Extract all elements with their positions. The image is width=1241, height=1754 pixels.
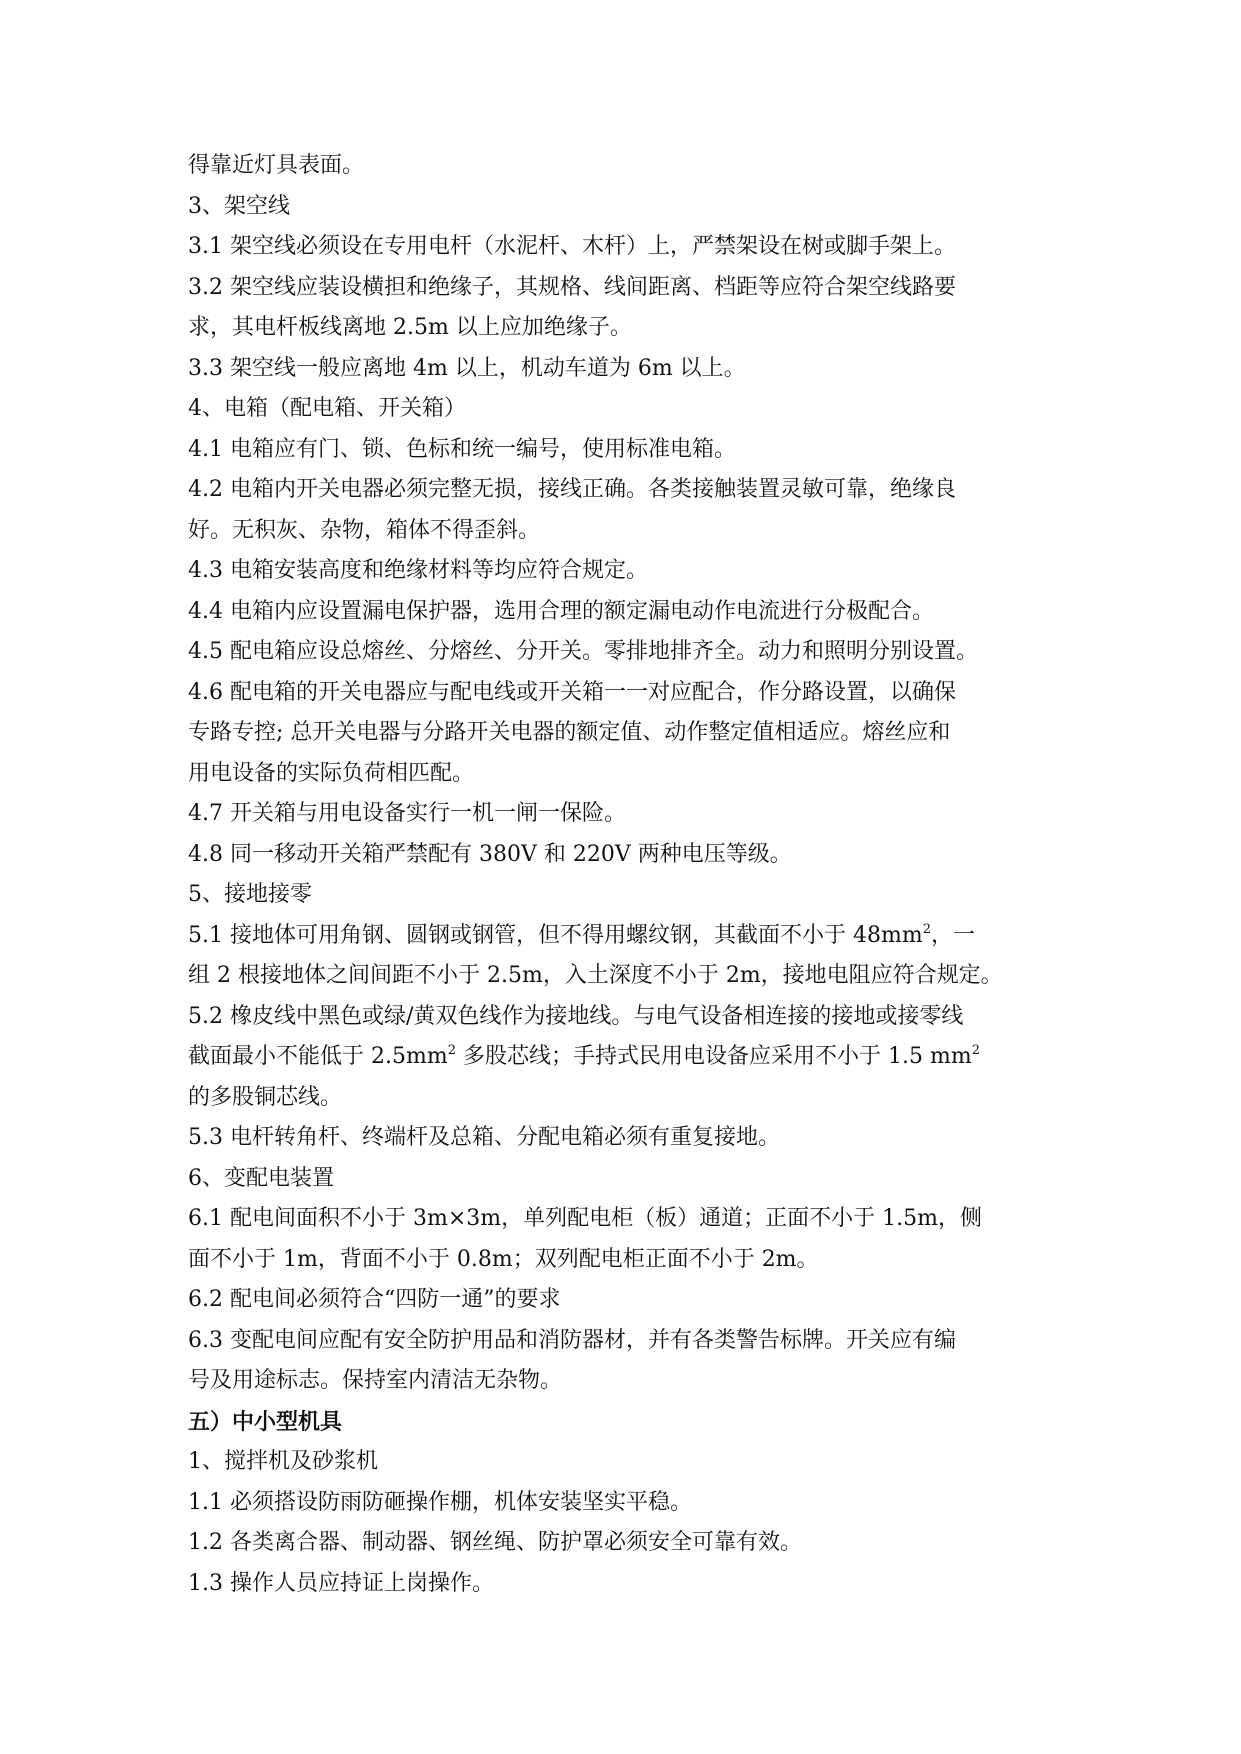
text-line [188, 389, 1058, 430]
line-text: 五）中小型机具 [188, 1408, 343, 1435]
text-line [188, 1037, 1058, 1078]
line-text: 面不小于 1m，背面不小于 0.8m；双列配电柜正面不小于 2m。 [188, 1246, 819, 1272]
line-text: 号及用途标志。保持室内清洁无杂物。 [188, 1368, 563, 1393]
line-text: 5.2 橡皮线中黑色或绿/黄双色线作为接地线。与电气设备相连接的接地或接零线 [188, 1003, 964, 1029]
line-text: 6、变配电装置 [188, 1165, 334, 1191]
line-text: 1.2 各类离合器、制动器、钢丝绳、防护罩必须安全可靠有效。 [188, 1530, 802, 1555]
text-line [188, 511, 1058, 552]
text-line [188, 187, 1058, 228]
line-text: 好。无积灰、杂物，箱体不得歪斜。 [188, 517, 541, 543]
line-text: 3.2 架空线应装设横担和绝缘子，其规格、线间距离、档距等应符合架空线路要 [188, 274, 956, 300]
line-text: 组 2 根接地体之间间距不小于 2.5m，入土深度不小于 2m，接地电阻应符合规定。 [188, 963, 1003, 988]
line-text: 4.5 配电箱应设总熔丝、分熔丝、分开关。零排地排齐全。动力和照明分别设置。 [188, 639, 978, 664]
line-text: 得靠近灯具表面。 [188, 153, 365, 178]
line-text: 6.2 配电间必须符合“四防一通”的要求 [188, 1287, 561, 1312]
text-line [188, 430, 1058, 471]
text-line [188, 916, 1058, 957]
section-heading [188, 1402, 1058, 1443]
line-text: 1.3 操作人员应持证上岗操作。 [188, 1570, 494, 1596]
text-line [188, 1199, 1058, 1240]
text-line [188, 713, 1058, 754]
line-text: 求，其电杆板线离地 2.5m 以上应加绝缘子。 [188, 315, 632, 340]
line-text: 4.1 电箱应有门、锁、色标和统一编号，使用标准电箱。 [188, 436, 736, 462]
text-line [188, 551, 1058, 592]
line-text: 5.1 接地体可用角钢、圆钢或钢管，但不得用螺纹钢，其截面不小于 48mm [188, 922, 923, 948]
text-line [188, 956, 1058, 997]
line-text-continued: ，一 [930, 922, 975, 948]
text-line [188, 875, 1058, 916]
text-line [188, 1483, 1058, 1524]
text-line [188, 794, 1058, 835]
text-line [188, 835, 1058, 876]
line-text: 4.4 电箱内应设置漏电保护器，选用合理的额定漏电动作电流进行分极配合。 [188, 598, 934, 624]
line-text: 1、搅拌机及砂浆机 [188, 1449, 378, 1474]
text-line [188, 349, 1058, 390]
text-line [188, 1523, 1058, 1564]
text-line [188, 592, 1058, 633]
line-text: 5.3 电杆转角杆、终端杆及总箱、分配电箱必须有重复接地。 [188, 1125, 780, 1150]
line-text: 的多股铜芯线。 [188, 1084, 343, 1110]
text-line [188, 308, 1058, 349]
text-line [188, 1442, 1058, 1483]
text-line [188, 673, 1058, 714]
line-text: 4.3 电箱安装高度和绝缘材料等均应符合规定。 [188, 558, 648, 583]
line-text: 4.6 配电箱的开关电器应与配电线或开关箱一一对应配合，作分路设置，以确保 [188, 679, 956, 705]
text-line [188, 227, 1058, 268]
text-line [188, 1321, 1058, 1362]
line-text: 4.2 电箱内开关电器必须完整无损，接线正确。各类接触装置灵敏可靠，绝缘良 [188, 477, 956, 502]
line-text: 3、架空线 [188, 193, 290, 219]
text-line [188, 1240, 1058, 1281]
text-line [188, 268, 1058, 309]
text-line [188, 1159, 1058, 1200]
text-line [188, 754, 1058, 795]
superscript: 2 [971, 1043, 980, 1058]
text-line [188, 632, 1058, 673]
superscript: 2 [447, 1043, 456, 1058]
superscript: 2 [922, 921, 931, 937]
line-text: 3.3 架空线一般应离地 4m 以上，机动车道为 6m 以上。 [188, 355, 746, 381]
line-text: 用电设备的实际负荷相匹配。 [188, 760, 475, 786]
line-text: 1.1 必须搭设防雨防砸操作棚，机体安装坚实平稳。 [188, 1489, 692, 1515]
line-text: 6.3 变配电间应配有安全防护用品和消防器材，并有各类警告标牌。开关应有编 [188, 1327, 956, 1353]
line-text: 4.8 同一移动开关箱严禁配有 380V 和 220V 两种电压等级。 [188, 841, 792, 867]
text-line [188, 470, 1058, 511]
line-text: 专路专控; 总开关电器与分路开关电器的额定值、动作整定值相适应。熔丝应和 [188, 720, 951, 745]
text-line [188, 997, 1058, 1038]
text-line [188, 1564, 1058, 1605]
line-text: 4.7 开关箱与用电设备实行一机一闸一保险。 [188, 801, 626, 826]
line-text-continued: 多股芯线；手持式民用电设备应采用不小于 1.5 mm [456, 1044, 972, 1069]
text-line [188, 146, 1058, 187]
text-line [188, 1078, 1058, 1119]
line-text: 6.1 配电间面积不小于 3m×3m，单列配电柜（板）通道；正面不小于 1.5m，侧 [188, 1206, 982, 1231]
text-line [188, 1118, 1058, 1159]
line-text: 截面最小不能低于 2.5mm [188, 1044, 448, 1069]
text-line [188, 1361, 1058, 1402]
line-text: 5、接地接零 [188, 882, 312, 907]
text-line [188, 1280, 1058, 1321]
document-body [188, 146, 1058, 1604]
line-text: 3.1 架空线必须设在专用电杆（水泥杆、木杆）上，严禁架设在树或脚手架上。 [188, 234, 956, 259]
line-text: 4、电箱（配电箱、开关箱） [188, 396, 466, 421]
